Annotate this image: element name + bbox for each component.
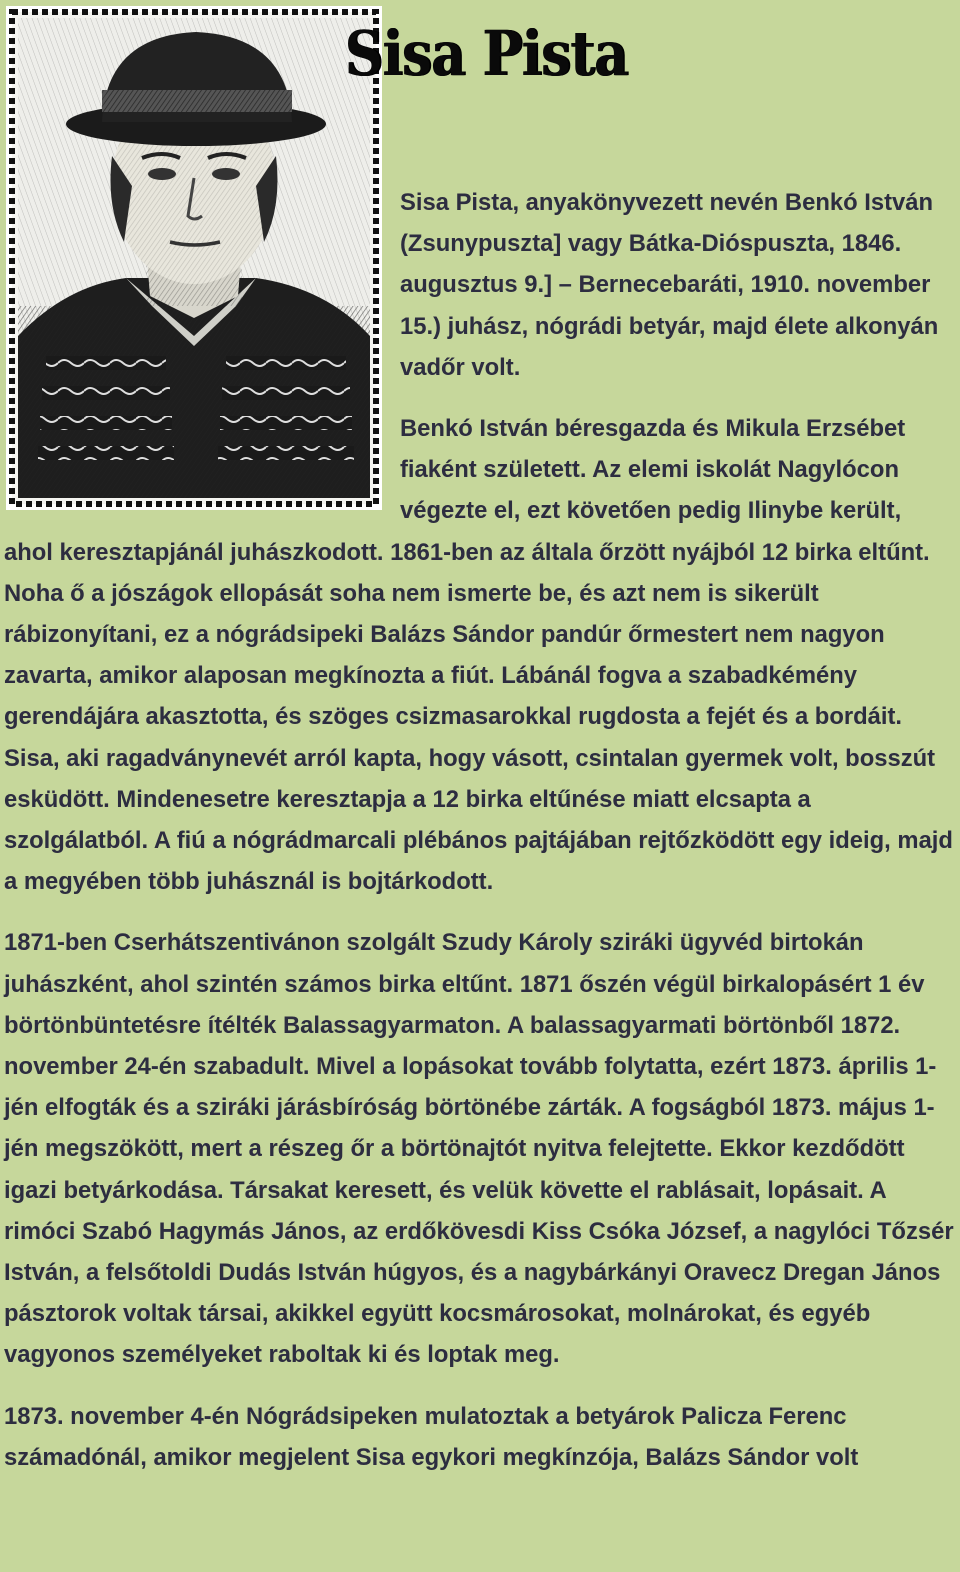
paragraph-childhood: Benkó István béresgazda és Mikula Erzsébet fiaként született. Az elemi iskolát Nagylócon végezte el, ezt követően pedig Ilinybe került, ahol keresztapjánál juhászkodott. 1861-ben az általa őrzött nyájból 12 birka eltűnt. Noha ő a jószágok ellopását soha nem ismerte be, és azt nem is sikerült rábizonyítani, ez a nógrádsipeki Balázs Sándor pandúr őrmestert nem nagyon zavarta, amikor alaposan megkínozta a fiút. Lábánál fogva a szabadkémény gerendájára akasztotta, és szöges csizmasarokkal rugdosta a fejét és a bordáit. Sisa, aki ragadványnevét arról kapta, hogy vásott, csintalan gyermek volt, bosszút esküdött. Mindenesetre keresztapja a 12 birka eltűnése miatt elcsapta a szolgálatból. A fiú a nógrádmarcali plébános pajtájában rejtőzködött egy ideig, majd a megyében több juhásznál is bojtárkodott.: [4, 415, 953, 896]
article-title: Sisa Pista: [344, 17, 628, 90]
paragraph-revenge: 1873. november 4-én Nógrádsipeken mulatoztak a betyárok Palicza Ferenc számadónál, amikor megjelent Sisa egykori megkínzója, Balázs Sándor volt: [4, 1402, 859, 1471]
paragraph-intro: Sisa Pista, anyakönyvezett nevén Benkó István (Zsunypuszta] vagy Bátka-Dióspuszta, 1846. augusztus 9.] – Bernecebaráti, 1910. november 15.) juhász, nógrádi betyár, majd élete alkonyán vadőr volt.: [400, 189, 939, 381]
paragraph-outlaw-career: 1871-ben Cserhátszentivánon szolgált Szudy Károly sziráki ügyvéd birtokán juhászként, ahol szintén számos birka eltűnt. 1871 őszén végül birkalopásért 1 év börtönbüntetésre ítélték Balassagyarmaton. A balassagyarmati börtönből 1872. november 24-én szabadult. Mivel a lopásokat tovább folytatta, ezért 1873. április 1-jén elfogták és a sziráki járásbíróság börtönébe zárták. A fogságból 1873. május 1-jén megszökött, mert a részeg őr a börtönajtót nyitva felejtette. Ekkor kezdődött igazi betyárkodása. Társakat keresett, és velük követte el rablásait, lopásait. A rimóci Szabó Hagymás János, az erdőkövesdi Kiss Csóka József, a nagylóci Tőzsér István, a felsőtoldi Dudás István húgyos, és a nagybárkányi Oravecz Dregan János pásztorok voltak társai, akikkel együtt kocsmárosokat, molnárokat, és egyéb vagyonos személyeket raboltak ki és loptak meg.: [4, 929, 954, 1369]
